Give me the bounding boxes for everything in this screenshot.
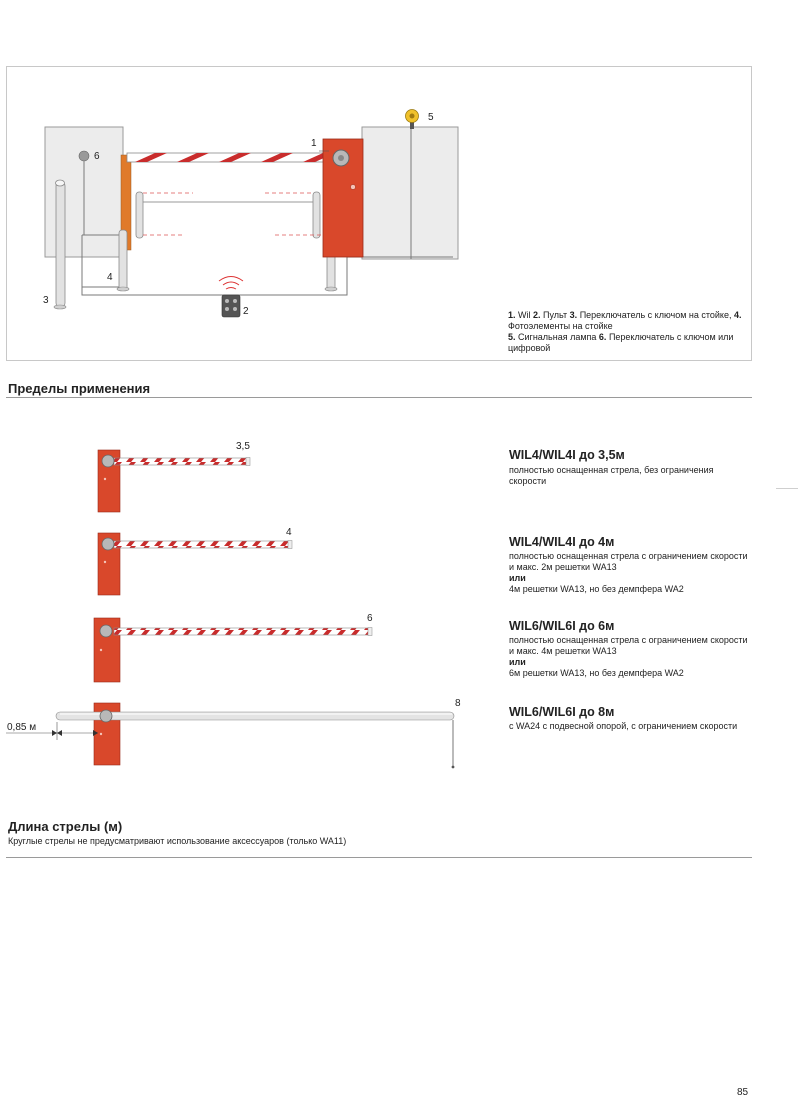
legend-num-2: 2. xyxy=(533,310,541,320)
callout-4: 4 xyxy=(107,272,113,283)
spec-desc-4 xyxy=(509,721,749,732)
spec-title-1: WIL4/WIL4I до 3,5м xyxy=(509,448,625,462)
legend-num-3: 3. xyxy=(569,310,578,320)
spec-title-2: WIL4/WIL4I до 4м xyxy=(509,535,615,549)
boom-4-length-label: 8 xyxy=(455,698,461,709)
spec-desc-1-line: полностью оснащенная стрела, без ограничения скорости xyxy=(509,465,714,486)
section-divider-2 xyxy=(6,857,752,858)
section-title-boom-length: Длина стрелы (м) xyxy=(8,819,123,834)
section-title-application-limits: Пределы применения xyxy=(8,381,151,396)
spec-title-3: WIL6/WIL6I до 6м xyxy=(509,619,615,633)
spec-desc-2 xyxy=(509,551,749,595)
spec-desc-4-line: с WA24 с подвесной опорой, с ограничением скорости xyxy=(509,721,738,731)
legend-text-4: Фотоэлементы на стойке xyxy=(508,321,613,331)
spec-desc-3 xyxy=(509,635,749,679)
callout-2: 2 xyxy=(243,306,249,317)
spec-desc-2-or: или xyxy=(509,573,526,583)
spec-desc-3-line: полностью оснащенная стрела с ограничением скорости и макс. 4м решетки WA13 xyxy=(509,635,748,656)
callout-6: 6 xyxy=(94,151,100,162)
boom-3-length-label: 6 xyxy=(367,613,373,624)
margin-mark xyxy=(776,488,798,489)
legend-text-6: Переключатель с ключом или цифровой xyxy=(508,332,734,353)
spec-desc-2-line: полностью оснащенная стрела с ограничением скорости и макс. 2м решетки WA13 xyxy=(509,551,748,572)
legend-text-3: Переключатель с ключом на стойке, xyxy=(577,310,734,320)
legend-num-6: 6. xyxy=(598,332,607,342)
boom-3-5m xyxy=(98,450,250,512)
spec-desc-2-alt: 4м решетки WA13, но без демпфера WA2 xyxy=(509,584,684,594)
page-number: 85 xyxy=(737,1087,749,1098)
boom-4-offset-label: 0,85 м xyxy=(7,722,37,733)
legend-text-5: Сигнальная лампа xyxy=(515,332,599,342)
spec-desc-1 xyxy=(509,465,749,487)
boom-1-length-label: 3,5 xyxy=(236,441,250,452)
legend-text-1: Wil xyxy=(515,310,534,320)
callout-1: 1 xyxy=(311,138,317,149)
callout-3: 3 xyxy=(43,295,49,306)
boom-8m xyxy=(6,703,454,768)
callout-5: 5 xyxy=(428,112,434,123)
boom-4m xyxy=(98,533,292,595)
legend-num-4: 4. xyxy=(733,310,742,320)
spec-desc-3-or: или xyxy=(509,657,526,667)
legend-num-5: 5. xyxy=(508,332,516,342)
legend-num-1: 1. xyxy=(508,310,516,320)
boom-2-length-label: 4 xyxy=(286,527,292,538)
boom-6m xyxy=(94,618,372,682)
legend-text-2: Пульт xyxy=(540,310,570,320)
spec-title-4: WIL6/WIL6I до 8м xyxy=(509,705,615,719)
spec-desc-3-alt: 6м решетки WA13, но без демпфера WA2 xyxy=(509,668,684,678)
accessory-note: Круглые стрелы не предусматривают использование аксессуаров (только WA11) xyxy=(8,836,347,846)
